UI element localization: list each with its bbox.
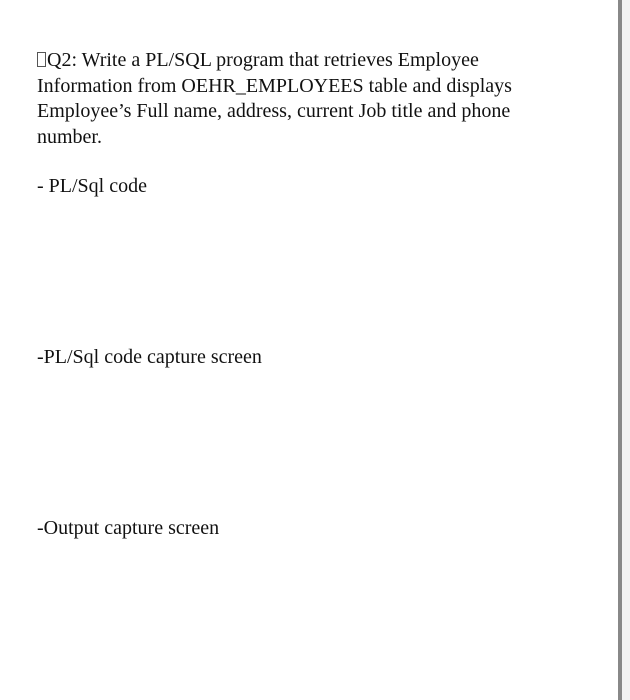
section-code-capture-screen: -PL/Sql code capture screen xyxy=(37,346,262,368)
section-plsql-code: - PL/Sql code xyxy=(37,175,147,197)
page-edge-shadow xyxy=(622,0,630,700)
question-text: Q2: Write a PL/SQL program that retrieves Employee Information from OEHR_EMPLOYEES table and displays Employee’s Full name, address, current Job title and phone number. xyxy=(37,49,512,148)
section-output-capture-screen: -Output capture screen xyxy=(37,517,220,539)
missing-glyph-box-icon xyxy=(37,52,46,67)
question-paragraph xyxy=(37,48,577,150)
